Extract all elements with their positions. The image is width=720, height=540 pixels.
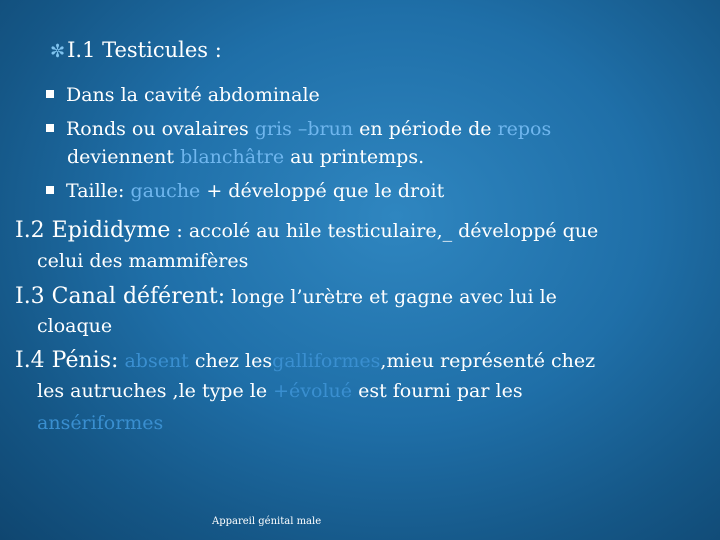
section-penis: I.4 Pénis: absent chez lesgalliformes,mieu représenté chez: [15, 348, 596, 373]
swirl-bullet-icon: ✼: [50, 41, 66, 62]
section-continuation: les autruches ,le type le +évolué est fourni par les: [37, 380, 523, 402]
slide-footer: Appareil génital male: [212, 516, 322, 527]
square-bullet-icon: [46, 124, 54, 132]
section-title: ✼I.1 Testicules :: [50, 38, 222, 62]
bullet-item: Taille: gauche + développé que le droit: [46, 180, 444, 202]
section-epididyme: I.2 Epididyme : accolé au hile testiculaire,_ développé que: [15, 218, 599, 243]
section-continuation: ansériformes: [37, 412, 164, 434]
square-bullet-icon: [46, 186, 54, 194]
bullet-item: Ronds ou ovalaires gris –brun en période de repos: [46, 118, 551, 140]
bullet-continuation: deviennent blanchâtre au printemps.: [67, 146, 425, 168]
section-canal-deferent: I.3 Canal déférent: longe l’urètre et gagne avec lui le: [15, 284, 557, 309]
section-continuation: cloaque: [37, 315, 113, 337]
bullet-item: Dans la cavité abdominale: [46, 84, 320, 106]
square-bullet-icon: [46, 90, 54, 98]
section-continuation: celui des mammifères: [37, 250, 249, 272]
